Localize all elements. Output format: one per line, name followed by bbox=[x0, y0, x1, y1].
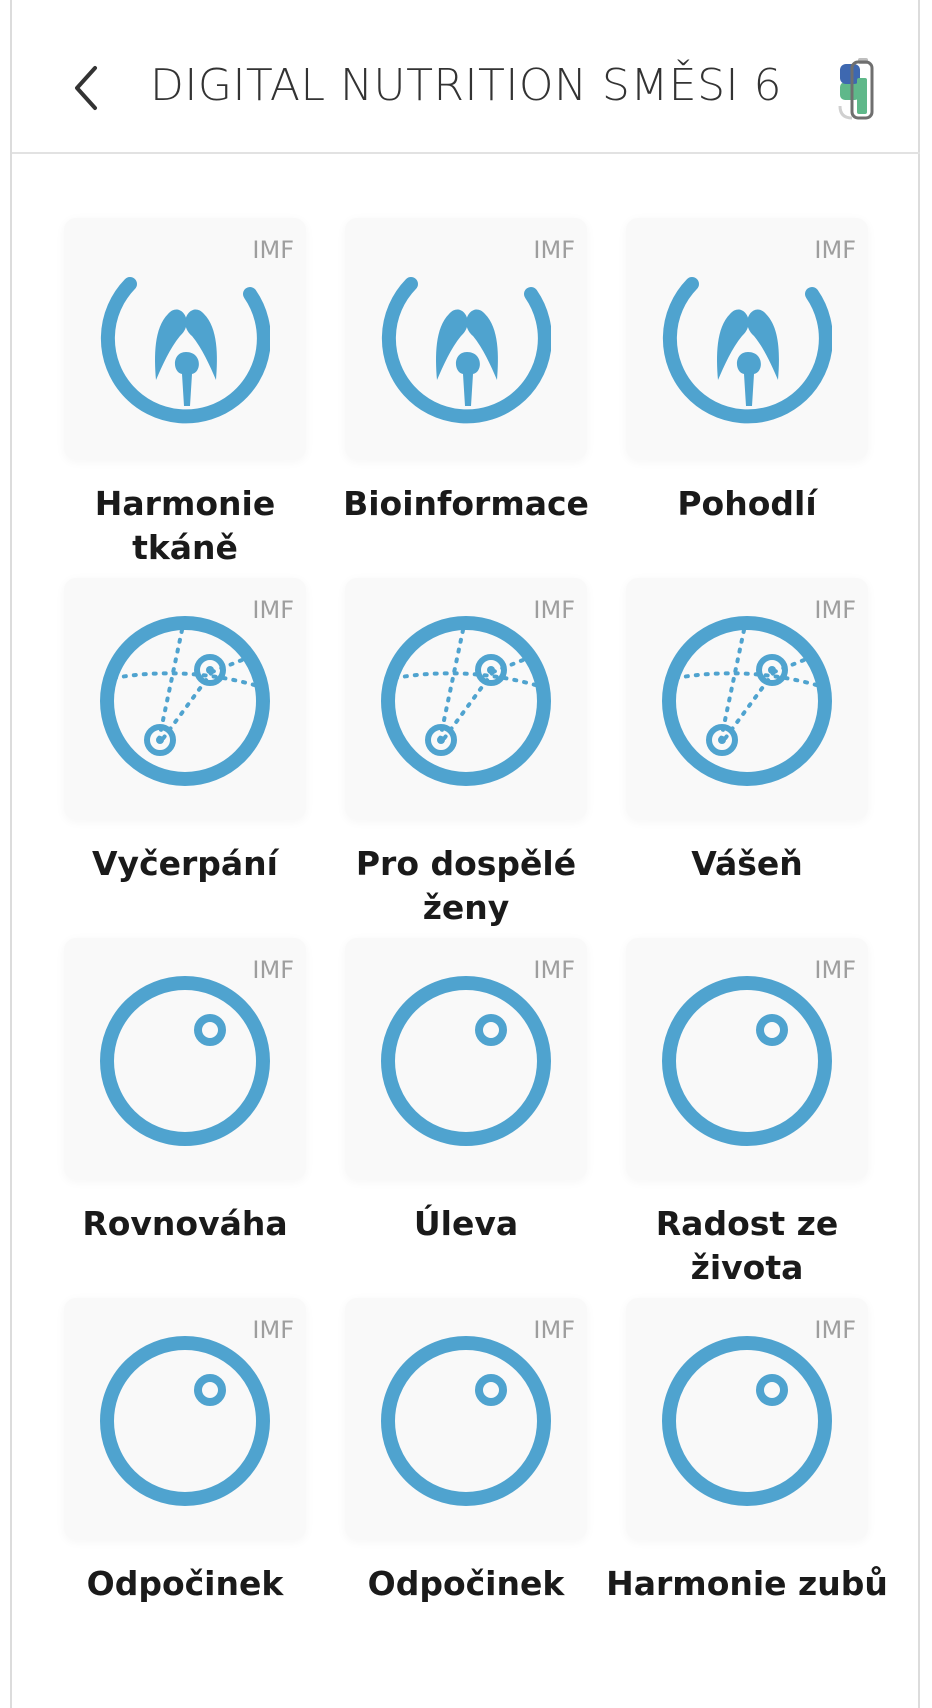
program-tile[interactable] bbox=[345, 218, 587, 526]
device-status-button[interactable] bbox=[838, 52, 908, 122]
program-label: Vyčerpání bbox=[92, 844, 278, 883]
program-tile[interactable] bbox=[64, 1298, 306, 1606]
ring-dot-icon bbox=[662, 1336, 832, 1506]
imf-badge: IMF bbox=[252, 596, 294, 624]
program-tile[interactable] bbox=[345, 938, 587, 1246]
program-tile[interactable] bbox=[64, 938, 306, 1246]
program-tile[interactable] bbox=[626, 578, 868, 886]
program-card bbox=[64, 578, 306, 820]
program-card bbox=[626, 938, 868, 1180]
dotted-circle-icon bbox=[100, 616, 270, 786]
chevron-left-icon bbox=[71, 64, 101, 112]
imf-badge: IMF bbox=[252, 236, 294, 264]
imf-badge: IMF bbox=[814, 956, 856, 984]
cells-icon bbox=[100, 256, 270, 426]
program-label: Harmonie zubů bbox=[606, 1564, 888, 1603]
imf-badge: IMF bbox=[814, 1316, 856, 1344]
program-card bbox=[64, 1298, 306, 1540]
dotted-circle-icon bbox=[662, 616, 832, 786]
ring-dot-icon bbox=[100, 976, 270, 1146]
program-tile[interactable] bbox=[64, 578, 306, 886]
program-label: Pohodlí bbox=[677, 484, 817, 523]
program-card bbox=[345, 218, 587, 460]
program-card bbox=[64, 938, 306, 1180]
page-title: DIGITAL NUTRITION SMĚSI 6 bbox=[149, 60, 782, 111]
program-card bbox=[626, 218, 868, 460]
program-tile[interactable] bbox=[345, 1298, 587, 1606]
imf-badge: IMF bbox=[533, 236, 575, 264]
top-bar bbox=[12, 0, 920, 154]
program-label: Radost ze života bbox=[655, 1204, 839, 1287]
ring-dot-icon bbox=[100, 1336, 270, 1506]
program-label: Pro dospělé ženy bbox=[355, 844, 577, 927]
back-button[interactable] bbox=[56, 50, 116, 126]
program-label: Odpočinek bbox=[367, 1564, 565, 1603]
program-card bbox=[626, 1298, 868, 1540]
program-label: Vášeň bbox=[691, 844, 803, 883]
imf-badge: IMF bbox=[814, 596, 856, 624]
program-tile[interactable] bbox=[345, 578, 587, 930]
imf-badge: IMF bbox=[252, 1316, 294, 1344]
cells-icon bbox=[662, 256, 832, 426]
program-label: Odpočinek bbox=[86, 1564, 284, 1603]
program-tile[interactable] bbox=[626, 938, 868, 1290]
program-tile[interactable] bbox=[626, 218, 868, 526]
program-label: Úleva bbox=[413, 1204, 519, 1243]
ring-dot-icon bbox=[381, 1336, 551, 1506]
ring-dot-icon bbox=[662, 976, 832, 1146]
cells-icon bbox=[381, 256, 551, 426]
program-card bbox=[626, 578, 868, 820]
program-card bbox=[345, 578, 587, 820]
imf-badge: IMF bbox=[533, 596, 575, 624]
program-label: Rovnováha bbox=[82, 1204, 288, 1243]
program-card bbox=[345, 1298, 587, 1540]
imf-badge: IMF bbox=[252, 956, 294, 984]
imf-badge: IMF bbox=[814, 236, 856, 264]
program-tile[interactable] bbox=[64, 218, 306, 570]
program-card bbox=[64, 218, 306, 460]
dotted-circle-icon bbox=[381, 616, 551, 786]
ring-dot-icon bbox=[381, 976, 551, 1146]
program-tile[interactable] bbox=[606, 1298, 888, 1606]
program-label: Bioinformace bbox=[343, 484, 589, 523]
imf-badge: IMF bbox=[533, 1316, 575, 1344]
program-label: Harmonie tkáně bbox=[94, 484, 276, 567]
imf-badge: IMF bbox=[533, 956, 575, 984]
program-card bbox=[345, 938, 587, 1180]
device-battery-icon bbox=[838, 52, 908, 122]
